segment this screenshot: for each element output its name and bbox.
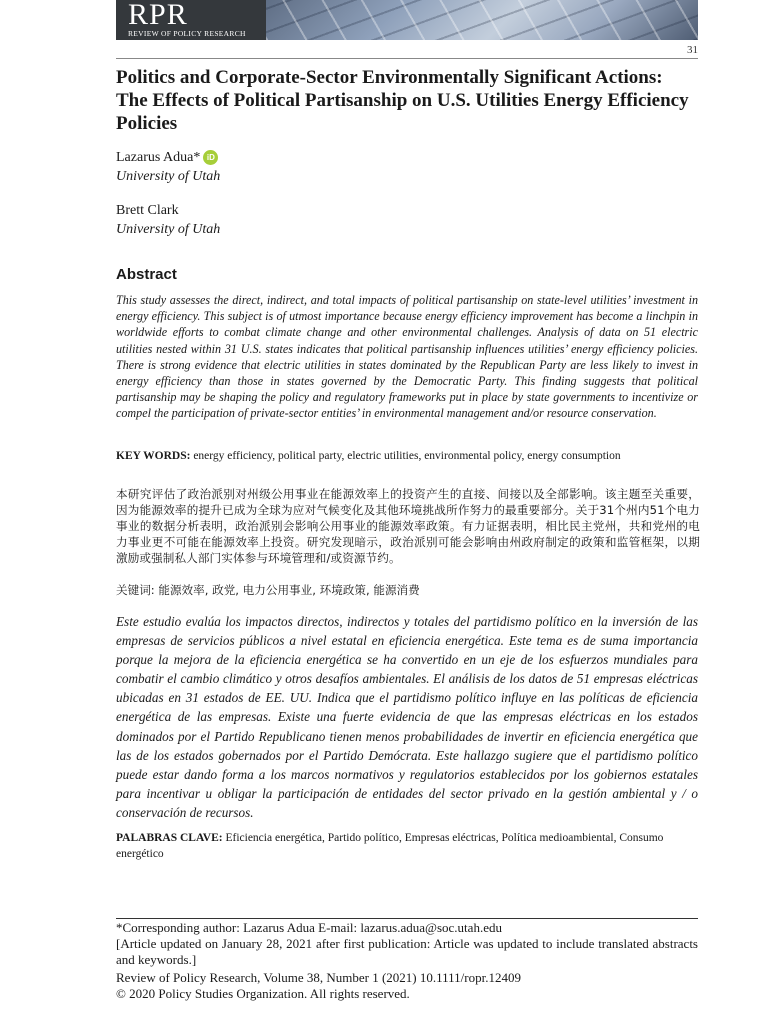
journal-banner — [116, 0, 698, 40]
author-1-name: Lazarus Adua* — [116, 150, 201, 165]
copyright: © 2020 Policy Studies Organization. All rights reserved. — [116, 986, 410, 1001]
footnote-divider — [116, 918, 698, 919]
header-divider — [116, 58, 698, 59]
corresponding-author: *Corresponding author: Lazarus Adua E-mail: lazarus.adua@soc.utah.edu — [116, 920, 502, 935]
solar-panel-image — [266, 0, 698, 40]
author-1-affiliation: University of Utah — [116, 169, 221, 184]
keywords-spanish-label: PALABRAS CLAVE: — [116, 832, 223, 844]
keywords — [116, 448, 698, 464]
update-note: [Article updated on January 28, 2021 after first publication: Article was updated to include translated abstracts and keywords.] — [116, 936, 698, 967]
author-2-affiliation: University of Utah — [116, 222, 221, 237]
abstract-chinese: 本研究评估了政治派别对州级公用事业在能源效率上的投资产生的直接、间接以及全部影响。该主题至关重要，因为能源效率的提升已成为全球为应对气候变化及其他环境挑战所作努力的最重要部分。关于31个州内51个电力事业的数据分析表明，政治派别会影响公用事业的能源效率政策。有力证据表明，相比民主党州，共和党州的电力事业更不可能在能源效率上投资。研究发现暗示，政治派别可能会影响由州政府制定的政策和监管框架，以期激励或强制私人部门实体参与环境管理和/或资源节约。 — [116, 487, 700, 565]
abstract-heading: Abstract — [116, 266, 177, 283]
article-title: Politics and Corporate-Sector Environmentally Significant Actions: The Effects of Political Partisanship on U.S. Utilities Energy Efficiency Policies — [116, 67, 689, 134]
journal-logo-subtitle: REVIEW OF POLICY RESEARCH — [128, 29, 246, 38]
author-name — [116, 150, 218, 166]
orcid-icon[interactable]: iD — [203, 150, 218, 165]
keywords-label: KEY WORDS: — [116, 450, 191, 462]
citation: Review of Policy Research, Volume 38, Number 1 (2021) 10.1111/ropr.12409 — [116, 970, 521, 985]
journal-logo-block — [116, 0, 266, 40]
page-number: 31 — [687, 44, 698, 56]
abstract-english: This study assesses the direct, indirect, and total impacts of political partisanship on state-level utilities’ investment in energy efficiency. This subject is of utmost importance because energy efficiency improvement has become a linchpin in worldwide efforts to combat climate change and other environmental challenges. Analysis of data on 51 electric utilities nested within 31 U.S. states indicates that political partisanship influences utilities’ energy efficiency policies. There is strong evidence that electric utilities in states dominated by the Republican Party are less likely to invest in energy efficiency than those in states governed by the Democratic Party. This finding suggests that political partisanship may be shaping the policy and regulatory frameworks put in place by state governments to incentivize or compel the participation of private-sector entities’ in environmental management and/or resource conservation. — [116, 293, 698, 421]
keywords-spanish — [116, 830, 698, 862]
keywords-list: energy efficiency, political party, electric utilities, environmental policy, energy consumption — [193, 450, 621, 462]
abstract-spanish: Este estudio evalúa los impactos directos, indirectos y totales del partidismo político en la inversión de las empresas de servicios públicos a nivel estatal en eficiencia energética. Este tema es de suma importancia porque la mejora de la eficiencia energética se ha convertido en un eje de los esfuerzos mundiales para combatir el cambio climático y otros desafíos ambientales. El análisis de los datos de 51 empresas eléctricas ubicadas en 31 estados de EE. UU. Indica que el partidismo político influye en las políticas de eficiencia energética de las empresas. Existe una fuerte evidencia de que las empresas eléctricas en los estados dominados por el Partido Republicano tienen menos probabilidades de invertir en eficiencia energética que las de los estados gobernados por el Partido Demócrata. Este hallazgo sugiere que el partidismo político puede estar dando forma a los marcos normativos y regulatorios establecidos por los gobiernos estatales para incentivar u obligar la participación de entidades del sector privado en la gestión ambiental y / o conservación de recursos. — [116, 614, 698, 820]
author-2-name: Brett Clark — [116, 203, 179, 218]
keywords-chinese: 关键词: 能源效率, 政党, 电力公用事业, 环境政策, 能源消费 — [116, 583, 420, 597]
keywords-spanish-list: Eficiencia energética, Partido político, Empresas eléctricas, Política medioambiental, Consumo energético — [116, 832, 664, 860]
journal-logo: RPR — [128, 0, 188, 31]
